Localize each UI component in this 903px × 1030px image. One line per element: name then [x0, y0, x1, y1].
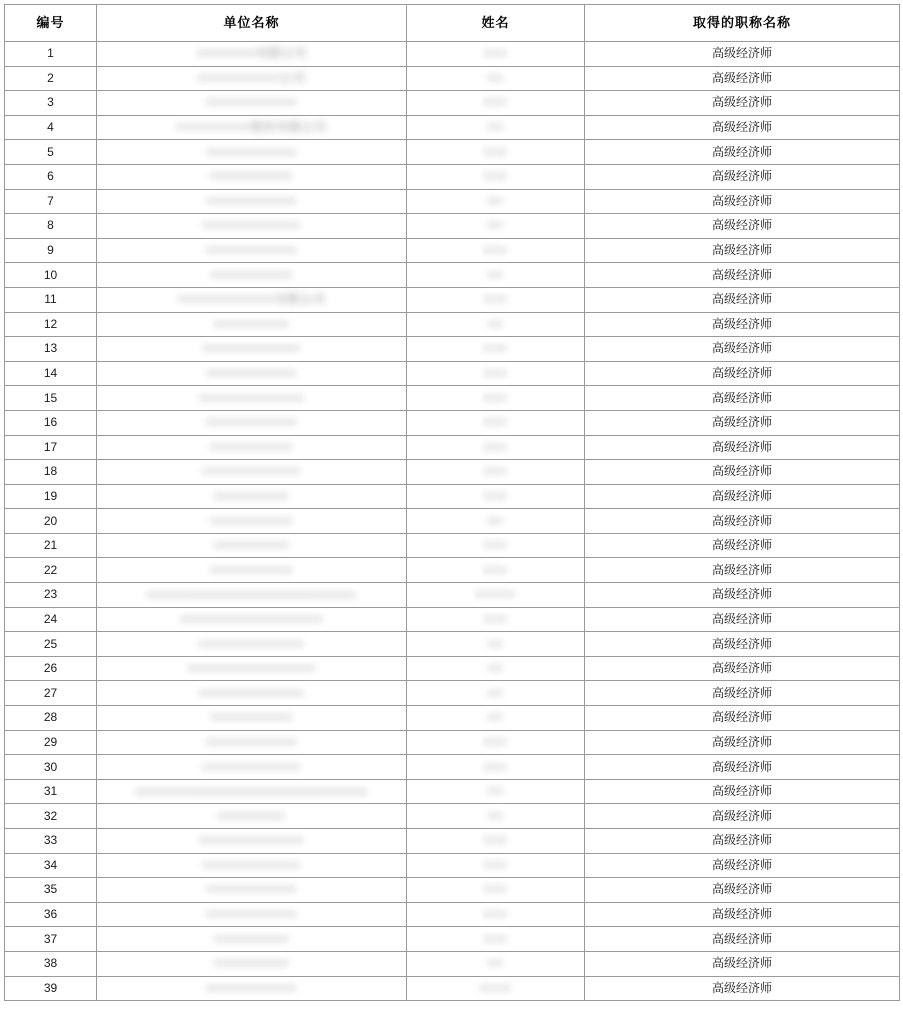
- redacted-name-text: ××: [487, 956, 504, 971]
- redacted-name-text: ××: [487, 316, 504, 331]
- cell-no: 26: [5, 656, 97, 681]
- table-row: [5, 779, 900, 804]
- redacted-name-text: ×××: [483, 759, 508, 774]
- cell-title: 高级经济师: [585, 484, 900, 509]
- cell-no: 24: [5, 607, 97, 632]
- redacted-name-text: ×××: [483, 366, 508, 381]
- cell-no: 15: [5, 386, 97, 411]
- cell-title: 高级经济师: [585, 730, 900, 755]
- redacted-name-text: ××: [487, 685, 504, 700]
- cell-unit-redacted: [97, 42, 407, 67]
- cell-title: 高级经济师: [585, 361, 900, 386]
- cell-unit-redacted: [97, 410, 407, 435]
- column-header-title: 取得的职称名称: [585, 5, 900, 42]
- table-row: [5, 66, 900, 91]
- cell-name-redacted: [407, 410, 585, 435]
- cell-no: 35: [5, 878, 97, 903]
- cell-no: 11: [5, 287, 97, 312]
- cell-unit-redacted: [97, 951, 407, 976]
- redacted-unit-text: ×××××××××××: [210, 710, 293, 725]
- column-header-unit: 单位名称: [97, 5, 407, 42]
- cell-unit-redacted: [97, 214, 407, 239]
- redacted-name-text: ××: [487, 218, 504, 233]
- cell-name-redacted: [407, 779, 585, 804]
- redacted-unit-text: ××××××××××××××: [198, 636, 305, 651]
- table-row: [5, 509, 900, 534]
- cell-name-redacted: [407, 681, 585, 706]
- cell-title: 高级经济师: [585, 287, 900, 312]
- cell-unit-redacted: [97, 509, 407, 534]
- cell-unit-redacted: [97, 66, 407, 91]
- cell-name-redacted: [407, 263, 585, 288]
- cell-unit-redacted: [97, 755, 407, 780]
- cell-name-redacted: [407, 706, 585, 731]
- cell-unit-redacted: [97, 189, 407, 214]
- table-row: [5, 164, 900, 189]
- cell-no: 16: [5, 410, 97, 435]
- redacted-unit-text: ××××××××有限公司: [196, 46, 307, 61]
- redacted-unit-text: ××××××××××××: [206, 415, 297, 430]
- redacted-unit-text: ××××××××××××: [206, 144, 297, 159]
- redacted-unit-text: ××××××××××: [213, 931, 290, 946]
- cell-unit-redacted: [97, 583, 407, 608]
- qualification-roster-table: [4, 4, 900, 1001]
- cell-no: 3: [5, 91, 97, 116]
- cell-no: 28: [5, 706, 97, 731]
- cell-no: 21: [5, 533, 97, 558]
- redacted-unit-text: ××××××××××××: [206, 243, 297, 258]
- cell-title: 高级经济师: [585, 951, 900, 976]
- table-row: [5, 656, 900, 681]
- cell-no: 29: [5, 730, 97, 755]
- table-row: [5, 755, 900, 780]
- cell-name-redacted: [407, 755, 585, 780]
- redacted-unit-text: ××××××××××××: [206, 95, 297, 110]
- cell-title: 高级经济师: [585, 681, 900, 706]
- cell-unit-redacted: [97, 706, 407, 731]
- redacted-unit-text: ×××××××××××××: [202, 341, 301, 356]
- cell-no: 7: [5, 189, 97, 214]
- redacted-name-text: ×××: [483, 144, 508, 159]
- table-row: [5, 583, 900, 608]
- redacted-unit-text: ××××××××××××: [206, 193, 297, 208]
- cell-unit-redacted: [97, 976, 407, 1001]
- cell-title: 高级经济师: [585, 337, 900, 362]
- cell-title: 高级经济师: [585, 706, 900, 731]
- cell-name-redacted: [407, 804, 585, 829]
- table-row: [5, 976, 900, 1001]
- cell-no: 17: [5, 435, 97, 460]
- table-row: [5, 410, 900, 435]
- cell-unit-redacted: [97, 558, 407, 583]
- cell-no: 2: [5, 66, 97, 91]
- cell-title: 高级经济师: [585, 66, 900, 91]
- redacted-unit-text: ××××××××××: [213, 538, 290, 553]
- table-row: [5, 902, 900, 927]
- cell-title: 高级经济师: [585, 976, 900, 1001]
- cell-title: 高级经济师: [585, 189, 900, 214]
- redacted-name-text: ×××: [483, 907, 508, 922]
- cell-name-redacted: [407, 115, 585, 140]
- cell-name-redacted: [407, 829, 585, 854]
- redacted-unit-text: ××××××××××××: [206, 734, 297, 749]
- cell-name-redacted: [407, 189, 585, 214]
- cell-name-redacted: [407, 607, 585, 632]
- redacted-name-text: ×××: [483, 390, 508, 405]
- redacted-unit-text: ××××××××××: [213, 956, 290, 971]
- redacted-name-text: ××: [487, 710, 504, 725]
- table-header-row: [5, 5, 900, 42]
- cell-no: 5: [5, 140, 97, 165]
- cell-name-redacted: [407, 509, 585, 534]
- table-row: [5, 238, 900, 263]
- redacted-name-text: ×××: [483, 341, 508, 356]
- cell-unit-redacted: [97, 853, 407, 878]
- table-header: [5, 5, 900, 42]
- redacted-name-text: ××: [487, 661, 504, 676]
- cell-no: 36: [5, 902, 97, 927]
- cell-unit-redacted: [97, 607, 407, 632]
- cell-no: 39: [5, 976, 97, 1001]
- table-row: [5, 681, 900, 706]
- redacted-unit-text: ×××××××××××××××××××××××××××××××: [135, 784, 368, 799]
- table-row: [5, 607, 900, 632]
- cell-no: 9: [5, 238, 97, 263]
- table-row: [5, 460, 900, 485]
- redacted-unit-text: ××××××××××××: [206, 366, 297, 381]
- redacted-name-text: ××: [487, 784, 504, 799]
- cell-name-redacted: [407, 583, 585, 608]
- cell-no: 30: [5, 755, 97, 780]
- cell-no: 38: [5, 951, 97, 976]
- table-row: [5, 337, 900, 362]
- cell-name-redacted: [407, 361, 585, 386]
- cell-no: 37: [5, 927, 97, 952]
- cell-name-redacted: [407, 337, 585, 362]
- redacted-name-text: ××××: [479, 980, 512, 995]
- cell-name-redacted: [407, 730, 585, 755]
- redacted-name-text: ××: [487, 808, 504, 823]
- table-row: [5, 435, 900, 460]
- cell-no: 20: [5, 509, 97, 534]
- cell-name-redacted: [407, 656, 585, 681]
- cell-unit-redacted: [97, 140, 407, 165]
- cell-title: 高级经济师: [585, 656, 900, 681]
- redacted-name-text: ××: [487, 267, 504, 282]
- cell-unit-redacted: [97, 287, 407, 312]
- redacted-unit-text: ××××××××××××××××××××××××××××: [146, 587, 357, 602]
- redacted-unit-text: ×××××××××××: [210, 513, 293, 528]
- redacted-name-text: ×××: [483, 95, 508, 110]
- cell-unit-redacted: [97, 927, 407, 952]
- cell-no: 33: [5, 829, 97, 854]
- redacted-name-text: ×××: [483, 882, 508, 897]
- redacted-unit-text: ×××××××××××××: [202, 759, 301, 774]
- redacted-unit-text: ×××××××××××: [210, 439, 293, 454]
- cell-title: 高级经济师: [585, 410, 900, 435]
- cell-name-redacted: [407, 42, 585, 67]
- cell-title: 高级经济师: [585, 804, 900, 829]
- cell-title: 高级经济师: [585, 312, 900, 337]
- table-row: [5, 853, 900, 878]
- table-row: [5, 878, 900, 903]
- cell-title: 高级经济师: [585, 509, 900, 534]
- cell-name-redacted: [407, 312, 585, 337]
- cell-title: 高级经济师: [585, 435, 900, 460]
- table-row: [5, 115, 900, 140]
- redacted-unit-text: ××××××××××: [213, 316, 290, 331]
- table-row: [5, 214, 900, 239]
- cell-title: 高级经济师: [585, 632, 900, 657]
- cell-unit-redacted: [97, 337, 407, 362]
- redacted-unit-text: ××××××××××××××: [198, 833, 305, 848]
- table-row: [5, 829, 900, 854]
- table-row: [5, 386, 900, 411]
- cell-name-redacted: [407, 214, 585, 239]
- cell-title: 高级经济师: [585, 927, 900, 952]
- redacted-name-text: ×××: [483, 931, 508, 946]
- cell-name-redacted: [407, 878, 585, 903]
- cell-unit-redacted: [97, 386, 407, 411]
- cell-name-redacted: [407, 435, 585, 460]
- cell-unit-redacted: [97, 632, 407, 657]
- cell-unit-redacted: [97, 238, 407, 263]
- cell-name-redacted: [407, 902, 585, 927]
- cell-title: 高级经济师: [585, 829, 900, 854]
- cell-unit-redacted: [97, 91, 407, 116]
- redacted-unit-text: ×××××××××××公司: [197, 70, 306, 85]
- cell-name-redacted: [407, 632, 585, 657]
- redacted-name-text: ×××: [483, 292, 508, 307]
- cell-unit-redacted: [97, 681, 407, 706]
- cell-unit-redacted: [97, 115, 407, 140]
- redacted-unit-text: ×××××××××××××××××: [187, 661, 316, 676]
- table-body: [5, 42, 900, 1001]
- cell-title: 高级经济师: [585, 878, 900, 903]
- redacted-name-text: ×××: [483, 415, 508, 430]
- redacted-name-text: ×××: [483, 46, 508, 61]
- table-row: [5, 312, 900, 337]
- cell-name-redacted: [407, 238, 585, 263]
- table-row: [5, 91, 900, 116]
- cell-title: 高级经济师: [585, 115, 900, 140]
- cell-unit-redacted: [97, 829, 407, 854]
- cell-name-redacted: [407, 558, 585, 583]
- redacted-unit-text: ××××××××××××: [206, 980, 297, 995]
- cell-no: 13: [5, 337, 97, 362]
- table-row: [5, 706, 900, 731]
- cell-title: 高级经济师: [585, 164, 900, 189]
- cell-no: 8: [5, 214, 97, 239]
- cell-no: 1: [5, 42, 97, 67]
- cell-unit-redacted: [97, 484, 407, 509]
- redacted-unit-text: ××××××××××××: [206, 882, 297, 897]
- cell-name-redacted: [407, 66, 585, 91]
- redacted-unit-text: ×××××××××××××有限公司: [177, 292, 326, 307]
- redacted-name-text: ×××: [483, 488, 508, 503]
- cell-no: 32: [5, 804, 97, 829]
- redacted-unit-text: ××××××××××××××: [198, 390, 305, 405]
- cell-name-redacted: [407, 164, 585, 189]
- cell-no: 27: [5, 681, 97, 706]
- redacted-unit-text: ××××××××××股份有限公司: [176, 120, 327, 135]
- column-header-no: 编号: [5, 5, 97, 42]
- table-row: [5, 730, 900, 755]
- redacted-name-text: ×××: [483, 734, 508, 749]
- cell-name-redacted: [407, 386, 585, 411]
- cell-unit-redacted: [97, 902, 407, 927]
- cell-unit-redacted: [97, 878, 407, 903]
- redacted-name-text: ××: [487, 70, 504, 85]
- redacted-unit-text: ×××××××××××××××××××: [180, 611, 323, 626]
- cell-title: 高级经济师: [585, 386, 900, 411]
- cell-unit-redacted: [97, 460, 407, 485]
- redacted-name-text: ××: [487, 193, 504, 208]
- table-row: [5, 632, 900, 657]
- cell-unit-redacted: [97, 263, 407, 288]
- redacted-name-text: ×××: [483, 439, 508, 454]
- redacted-name-text: ×××: [483, 857, 508, 872]
- redacted-unit-text: ×××××××××××: [210, 562, 293, 577]
- cell-name-redacted: [407, 533, 585, 558]
- redacted-name-text: ×××: [483, 538, 508, 553]
- cell-title: 高级经济师: [585, 238, 900, 263]
- cell-name-redacted: [407, 951, 585, 976]
- cell-no: 22: [5, 558, 97, 583]
- cell-unit-redacted: [97, 435, 407, 460]
- cell-name-redacted: [407, 853, 585, 878]
- cell-title: 高级经济师: [585, 755, 900, 780]
- table-row: [5, 484, 900, 509]
- cell-name-redacted: [407, 140, 585, 165]
- redacted-name-text: ××: [487, 636, 504, 651]
- redacted-unit-text: ×××××××××××××: [202, 218, 301, 233]
- cell-unit-redacted: [97, 779, 407, 804]
- cell-no: 6: [5, 164, 97, 189]
- redacted-unit-text: ××××××××××××××: [198, 685, 305, 700]
- redacted-name-text: ×××: [483, 169, 508, 184]
- cell-no: 19: [5, 484, 97, 509]
- table-row: [5, 263, 900, 288]
- cell-unit-redacted: [97, 164, 407, 189]
- table-row: [5, 361, 900, 386]
- table-row: [5, 927, 900, 952]
- cell-title: 高级经济师: [585, 533, 900, 558]
- redacted-unit-text: ×××××××××: [217, 808, 286, 823]
- cell-name-redacted: [407, 484, 585, 509]
- table-row: [5, 189, 900, 214]
- redacted-name-text: ×××××: [475, 587, 516, 602]
- table-row: [5, 287, 900, 312]
- cell-no: 34: [5, 853, 97, 878]
- redacted-unit-text: ××××××××××××: [206, 907, 297, 922]
- column-header-name: 姓名: [407, 5, 585, 42]
- cell-name-redacted: [407, 927, 585, 952]
- cell-name-redacted: [407, 460, 585, 485]
- table-row: [5, 533, 900, 558]
- redacted-name-text: ×××: [483, 833, 508, 848]
- table-row: [5, 140, 900, 165]
- cell-no: 31: [5, 779, 97, 804]
- cell-title: 高级经济师: [585, 853, 900, 878]
- cell-unit-redacted: [97, 804, 407, 829]
- cell-title: 高级经济师: [585, 263, 900, 288]
- redacted-name-text: ×××: [483, 243, 508, 258]
- table-row: [5, 558, 900, 583]
- redacted-name-text: ××: [487, 513, 504, 528]
- cell-title: 高级经济师: [585, 91, 900, 116]
- cell-no: 12: [5, 312, 97, 337]
- cell-name-redacted: [407, 976, 585, 1001]
- redacted-unit-text: ×××××××××××: [210, 267, 293, 282]
- cell-no: 25: [5, 632, 97, 657]
- cell-no: 23: [5, 583, 97, 608]
- cell-title: 高级经济师: [585, 902, 900, 927]
- cell-title: 高级经济师: [585, 583, 900, 608]
- cell-no: 18: [5, 460, 97, 485]
- cell-unit-redacted: [97, 656, 407, 681]
- redacted-unit-text: ×××××××××××××: [202, 857, 301, 872]
- table-row: [5, 804, 900, 829]
- cell-no: 14: [5, 361, 97, 386]
- cell-title: 高级经济师: [585, 607, 900, 632]
- redacted-name-text: ×××: [483, 562, 508, 577]
- cell-unit-redacted: [97, 361, 407, 386]
- cell-title: 高级经济师: [585, 214, 900, 239]
- redacted-name-text: ×××: [483, 464, 508, 479]
- cell-title: 高级经济师: [585, 140, 900, 165]
- cell-title: 高级经济师: [585, 779, 900, 804]
- cell-title: 高级经济师: [585, 460, 900, 485]
- redacted-unit-text: ×××××××××××: [210, 169, 293, 184]
- cell-unit-redacted: [97, 730, 407, 755]
- cell-no: 4: [5, 115, 97, 140]
- cell-name-redacted: [407, 287, 585, 312]
- cell-unit-redacted: [97, 312, 407, 337]
- cell-no: 10: [5, 263, 97, 288]
- redacted-name-text: ××: [487, 120, 504, 135]
- redacted-unit-text: ××××××××××: [213, 488, 290, 503]
- redacted-unit-text: ×××××××××××××: [202, 464, 301, 479]
- cell-title: 高级经济师: [585, 42, 900, 67]
- table-row: [5, 951, 900, 976]
- cell-title: 高级经济师: [585, 558, 900, 583]
- table-row: [5, 42, 900, 67]
- redacted-name-text: ×××: [483, 611, 508, 626]
- cell-name-redacted: [407, 91, 585, 116]
- cell-unit-redacted: [97, 533, 407, 558]
